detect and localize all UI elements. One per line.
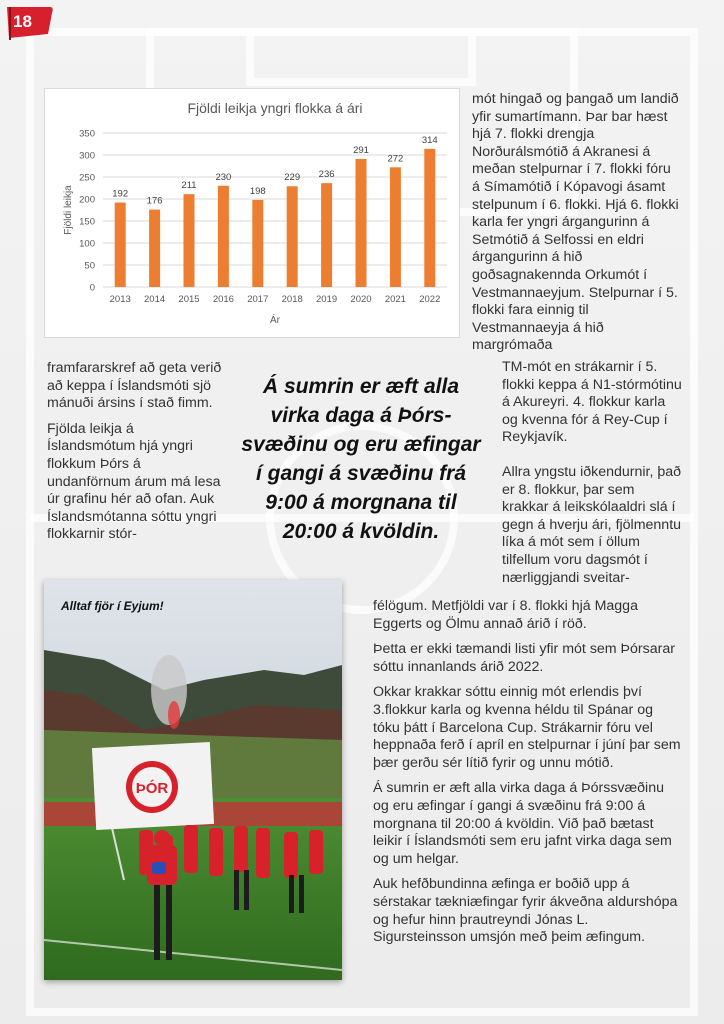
- page-number-badge: [4, 4, 54, 40]
- paragraph: framfararskref að geta verið að keppa í Íslandsmóti sjö mánuði ársins í stað fimm.: [47, 360, 222, 412]
- y-tick-label: 200: [79, 194, 95, 206]
- photo-caption: Alltaf fjör í Eyjum!: [61, 599, 164, 613]
- bar: [424, 149, 435, 287]
- x-tick-label: 2019: [316, 294, 338, 305]
- bar-data-label: 230: [215, 171, 232, 183]
- bar: [218, 186, 229, 287]
- right-column-text-cont-2: [502, 464, 682, 595]
- paragraph: Á sumrin er æft alla virka daga á Þórssvæðinu og eru æfingar í gangi á svæðinu frá 9:00 á morgnana til 20:00 á kvöldin. Við það bætast leikir í Íslandsmóti sem eru jafnt virka daga sem og um helgar.: [373, 780, 672, 867]
- x-tick-label: 2016: [212, 294, 234, 305]
- paragraph: mót hingað og þangað um landið yfir sumartímann. Þar bar hæst hjá 7. flokki drengja Norðurálsmótið á Akranesi á meðan stelpurnar í 7. flokki fóru á Símamótið í Kópavogi ásamt stelpunum í 6. flokki. Hjá 6. flokki karla fer yngri árgangurinn á Setmótið á Selfossi en eldri árgangurinn á hið goðsagnakennda Orkumót í Vestmannaeyjum. Stelpurnar í 5. flokki fara einnig til Vestmannaeyja á hið margrómaða: [472, 91, 679, 354]
- bar-chart-svg: [45, 89, 459, 337]
- right-column-text: [472, 91, 682, 363]
- lower-right-column-text: [373, 598, 683, 955]
- paragraph: TM-mót en strákarnir í 5. flokki keppa á N1-stórmótinu á Akureyri. 4. flokkur karla og kvenna fór á Rey-Cup í Reykjavík.: [502, 359, 682, 446]
- bar: [321, 183, 332, 287]
- bar-data-label: 272: [387, 153, 404, 165]
- team-photo-illustration: [44, 580, 342, 980]
- bar-data-label: 198: [249, 185, 266, 197]
- bar: [115, 203, 126, 287]
- x-tick-label: 2018: [281, 294, 303, 305]
- bar-data-label: 176: [146, 195, 163, 207]
- x-axis-label: Ár: [270, 315, 280, 326]
- bar: [252, 200, 263, 287]
- x-tick-label: 2014: [144, 294, 166, 305]
- x-tick-label: 2017: [247, 294, 269, 305]
- paragraph: Fjölda leikja á Íslandsmótum hjá yngri flokkum Þórs á undanförnum árum má lesa úr grafinu hér að ofan. Auk Íslandsmótanna sóttu yngri flokkarnir stór-: [47, 420, 221, 543]
- y-tick-label: 150: [79, 216, 95, 228]
- y-tick-label: 250: [79, 172, 95, 184]
- x-tick-label: 2015: [178, 294, 200, 305]
- bar: [356, 159, 367, 287]
- x-tick-label: 2022: [419, 294, 441, 305]
- pull-quote: Á sumrin er æft alla virka daga á Þórs-svæðinu og eru æfingar í gangi á svæðinu frá 9:00 á morgnana til 20:00 á kvöldin.: [241, 375, 481, 543]
- y-tick-label: 300: [79, 150, 95, 162]
- paragraph: Okkar krakkar sóttu einnig mót erlendis því 3.flokkur karla og kvenna héldu til Spánar og tóku þátt í Barcelona Cup. Strákarnir fóru vel heppnaða ferð í apríl en stelpurnar í júní þar sem þær gerðu sér lítið fyrir og unnu mótið.: [373, 684, 681, 771]
- bar-data-label: 291: [353, 144, 369, 156]
- bar-data-label: 192: [112, 188, 129, 200]
- y-tick-label: 50: [84, 260, 95, 272]
- y-tick-label: 350: [79, 128, 95, 140]
- bar: [149, 210, 160, 287]
- games-per-year-chart: [44, 88, 460, 338]
- bar-data-label: 314: [421, 134, 438, 146]
- bar: [390, 167, 401, 287]
- team-photo: [44, 580, 342, 980]
- chart-title: Fjöldi leikja yngri flokka á ári: [187, 100, 363, 116]
- flag-emblem-text: ÞÓR: [135, 780, 169, 797]
- bar: [184, 194, 195, 287]
- y-axis-label: Fjöldi leikja: [63, 185, 74, 235]
- x-tick-label: 2021: [384, 294, 406, 305]
- bar-data-label: 229: [284, 172, 301, 184]
- right-column-text-cont: [502, 359, 682, 455]
- y-tick-label: 0: [89, 282, 95, 294]
- bar-data-label: 236: [318, 169, 335, 181]
- y-tick-label: 100: [79, 238, 95, 250]
- page-number: 18: [13, 12, 32, 31]
- paragraph: Allra yngstu iðkendurnir, það er 8. flokkur, þar sem krakkar á leikskólaaldri slá í gegn á hverju ári, fjölmenntu líka á mót sem í öllum tilfellum voru dagsmót í nærliggjandi sveitar-: [502, 464, 682, 586]
- bar: [287, 186, 298, 287]
- left-column-text: [47, 360, 225, 552]
- paragraph: Þetta er ekki tæmandi listi yfir mót sem Þórsarar sóttu innanlands árið 2022.: [373, 641, 675, 675]
- paragraph: Auk hefðbundinna æfinga er boðið upp á sérstakar tækniæfingar fyrir ákveðna aldurshópa og hefur hinn þrautreyndi Jónas L. Sigursteinsson umsjón með þeim æfingum.: [373, 876, 678, 946]
- x-tick-label: 2013: [109, 294, 131, 305]
- bar-data-label: 211: [181, 180, 197, 192]
- x-tick-label: 2020: [350, 294, 372, 305]
- paragraph: félögum. Metfjöldi var í 8. flokki hjá Magga Eggerts og Ölmu annað árið í röð.: [373, 598, 638, 632]
